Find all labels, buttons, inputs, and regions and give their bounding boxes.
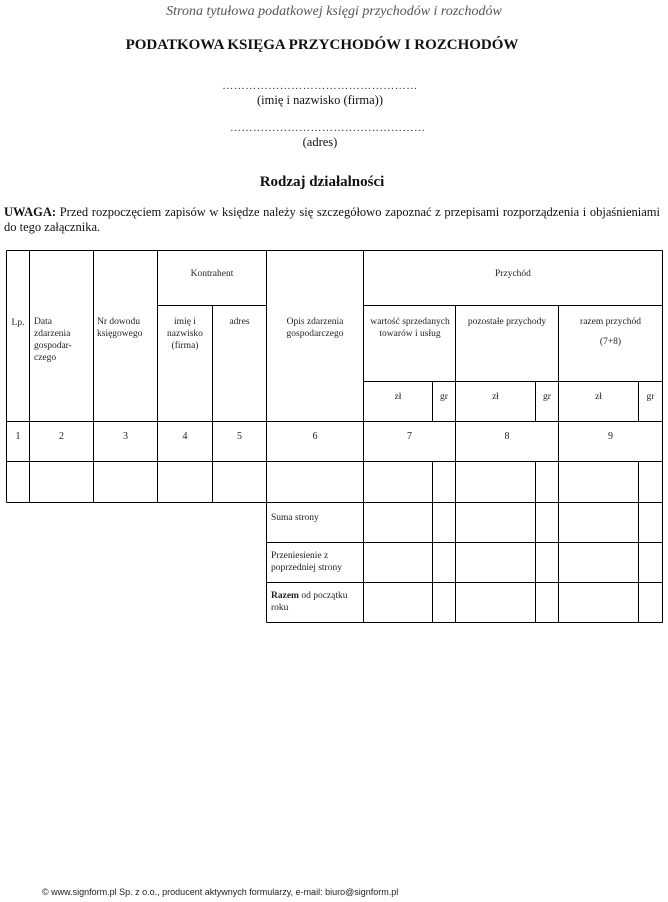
address-caption: (adres): [302, 135, 338, 149]
section-title: Rodzaj działalności: [259, 174, 385, 190]
page-title: PODATKOWA KSIĘGA PRZYCHODÓW I ROZCHODÓW: [125, 37, 519, 53]
column-number: 9: [608, 431, 613, 442]
col-total-header: razem przychód: [580, 317, 641, 327]
column-number: 8: [504, 431, 510, 442]
name-caption: (imię i nazwisko (firma)): [257, 93, 383, 107]
unit-zl-9: zł: [595, 392, 602, 402]
carry-over-label: Przeniesienie z poprzedniej strony: [271, 551, 342, 573]
unit-zl-7: zł: [394, 392, 402, 402]
unit-gr-7: gr: [440, 392, 448, 402]
column-number: 1: [15, 431, 21, 442]
name-fill-line[interactable]: ……………………………………………: [222, 80, 418, 92]
year-total-rest: od początku roku: [271, 591, 348, 613]
column-number: 7: [407, 431, 412, 442]
column-number: 2: [59, 431, 64, 442]
address-fill-line[interactable]: ……………………………………………: [230, 122, 426, 134]
col-address-header: adres: [229, 317, 250, 327]
col-name-header: imię i nazwisko (firma): [167, 317, 203, 351]
year-total-bold: Razem: [271, 591, 299, 601]
column-number: 5: [237, 431, 242, 442]
col-total-formula: (7+8): [599, 337, 622, 347]
unit-gr-9: gr: [646, 392, 655, 402]
column-number: 4: [182, 431, 188, 442]
col-date-header: Data zdarzenia gospodar-czego: [34, 317, 72, 363]
year-total-label: [271, 590, 363, 614]
form-subtitle: Strona tytułowa podatkowej księgi przychodów i rozchodów: [166, 4, 502, 19]
income-group-header: Przychód: [495, 269, 531, 279]
note-label: UWAGA:: [4, 205, 57, 219]
unit-zl-8: zł: [492, 392, 499, 402]
col-description-header: Opis zdarzenia gospodarczego: [286, 317, 344, 339]
col-other-header: pozostałe przychody: [467, 317, 547, 327]
unit-gr-8: gr: [543, 392, 551, 402]
footer-copyright: © www.signform.pl Sp. z o.o., producent aktywnych formularzy, e-mail: biuro@signform.pl: [42, 887, 399, 897]
col-sales-header: wartość sprzedanych towarów i usług: [370, 317, 450, 339]
column-number: 6: [312, 431, 318, 442]
col-proof-header: Nr dowodu księgowego: [97, 317, 143, 339]
col-lp-header: Lp.: [11, 318, 25, 328]
column-number: 3: [123, 431, 128, 442]
note-text: Przed rozpoczęciem zapisów w księdze należy się szczegółowo zapoznać z przepisami rozporządzenia i objaśnieniami do tego załącznika.: [4, 205, 660, 234]
page-sum-label: Suma strony: [271, 513, 319, 523]
contractor-group-header: Kontrahent: [190, 269, 234, 279]
